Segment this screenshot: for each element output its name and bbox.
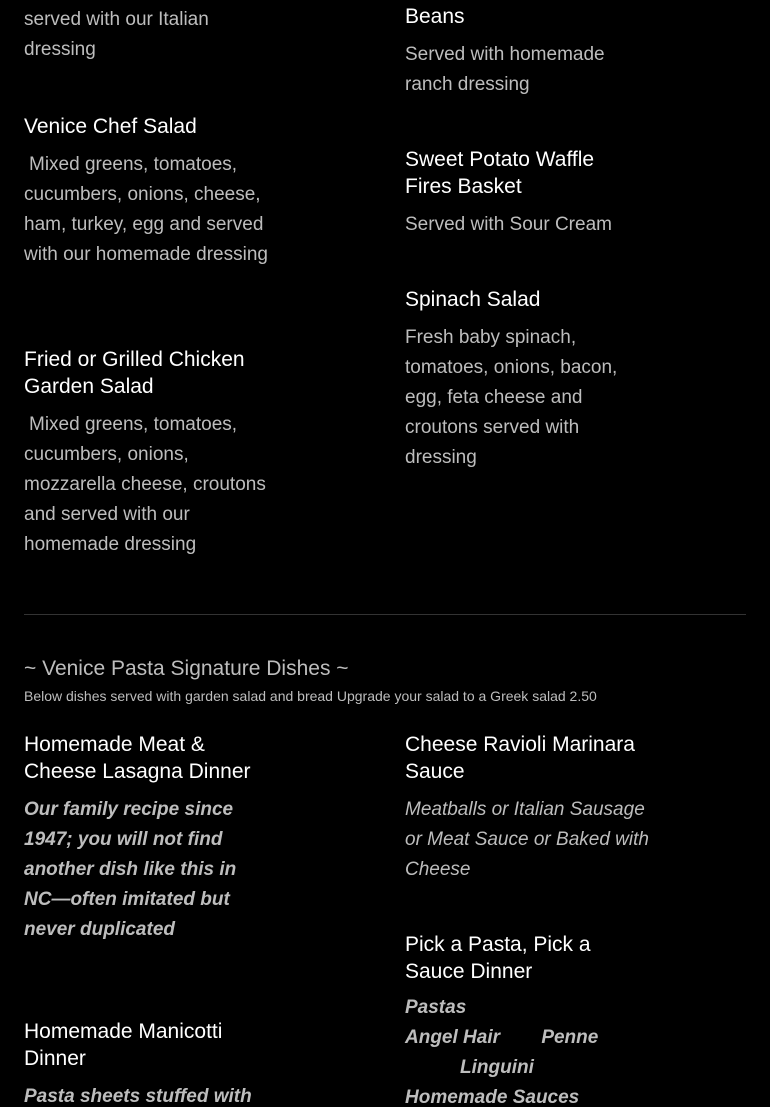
menu-item-desc: Our family recipe since 1947; you will not find another dish like this in NC—often imitated but never duplicated	[24, 799, 237, 940]
menu-item-cheese-ravioli	[405, 731, 650, 885]
section-divider	[24, 614, 746, 615]
menu-item-title: Venice Chef Salad	[24, 115, 197, 138]
menu-item-title: Spinach Salad	[405, 288, 541, 311]
menu-item-title: Cheese Ravioli Marinara Sauce	[405, 733, 635, 783]
pastas-label: Pastas	[405, 997, 467, 1018]
menu-item-desc: Mixed greens, tomatoes, cucumbers, onions, cheese, ham, turkey, egg and served with our homemade dressing	[24, 154, 268, 265]
menu-item-chicken-garden-salad	[24, 346, 269, 560]
section-title: ~ Venice Pasta Signature Dishes ~	[24, 657, 349, 680]
menu-item-desc: Served with Sour Cream	[405, 214, 612, 235]
menu-item-manicotti	[24, 1018, 274, 1107]
menu-item-title: Homemade Manicotti Dinner	[24, 1020, 223, 1070]
menu-item-beans-fragment	[405, 3, 650, 100]
pasta-option: Angel Hair	[405, 1027, 501, 1048]
menu-item-desc: Served with homemade ranch dressing	[405, 44, 605, 95]
menu-item-desc: Pasta sheets stuffed with	[24, 1086, 252, 1107]
menu-item-pick-a-pasta	[405, 931, 645, 985]
pasta-option: Linguini	[460, 1057, 534, 1078]
menu-item-desc: Fresh baby spinach, tomatoes, onions, bacon, egg, feta cheese and croutons served with dressing	[405, 327, 618, 468]
menu-item-desc: Mixed greens, tomatoes, cucumbers, onions, mozzarella cheese, croutons and served with our homemade dressing	[24, 414, 266, 555]
menu-item-title: Sweet Potato Waffle Fires Basket	[405, 148, 595, 198]
menu-item-title: Homemade Meat & Cheese Lasagna Dinner	[24, 733, 251, 783]
menu-item-lasagna	[24, 731, 254, 945]
menu-item-spinach-salad	[405, 286, 640, 473]
sauces-label: Homemade Sauces	[405, 1087, 580, 1107]
pasta-option: Penne	[541, 1027, 599, 1048]
pasta-row	[405, 1053, 665, 1083]
menu-item-desc: Meatballs or Italian Sausage or Meat Sauce or Baked with Cheese	[405, 799, 649, 880]
section-subtitle: Below dishes served with garden salad and bread Upgrade your salad to a Greek salad 2.50	[24, 688, 597, 704]
pasta-options-list	[405, 993, 665, 1107]
menu-item-title: Pick a Pasta, Pick a Sauce Dinner	[405, 933, 591, 983]
menu-item-title: Beans	[405, 5, 465, 28]
top-fragment-left-desc: served with our Italian dressing	[24, 9, 209, 60]
menu-item-title: Fried or Grilled Chicken Garden Salad	[24, 348, 245, 398]
menu-item-venice-chef-salad	[24, 113, 269, 270]
menu-item-sweet-potato-fries	[405, 146, 640, 240]
pasta-row	[405, 1023, 665, 1053]
